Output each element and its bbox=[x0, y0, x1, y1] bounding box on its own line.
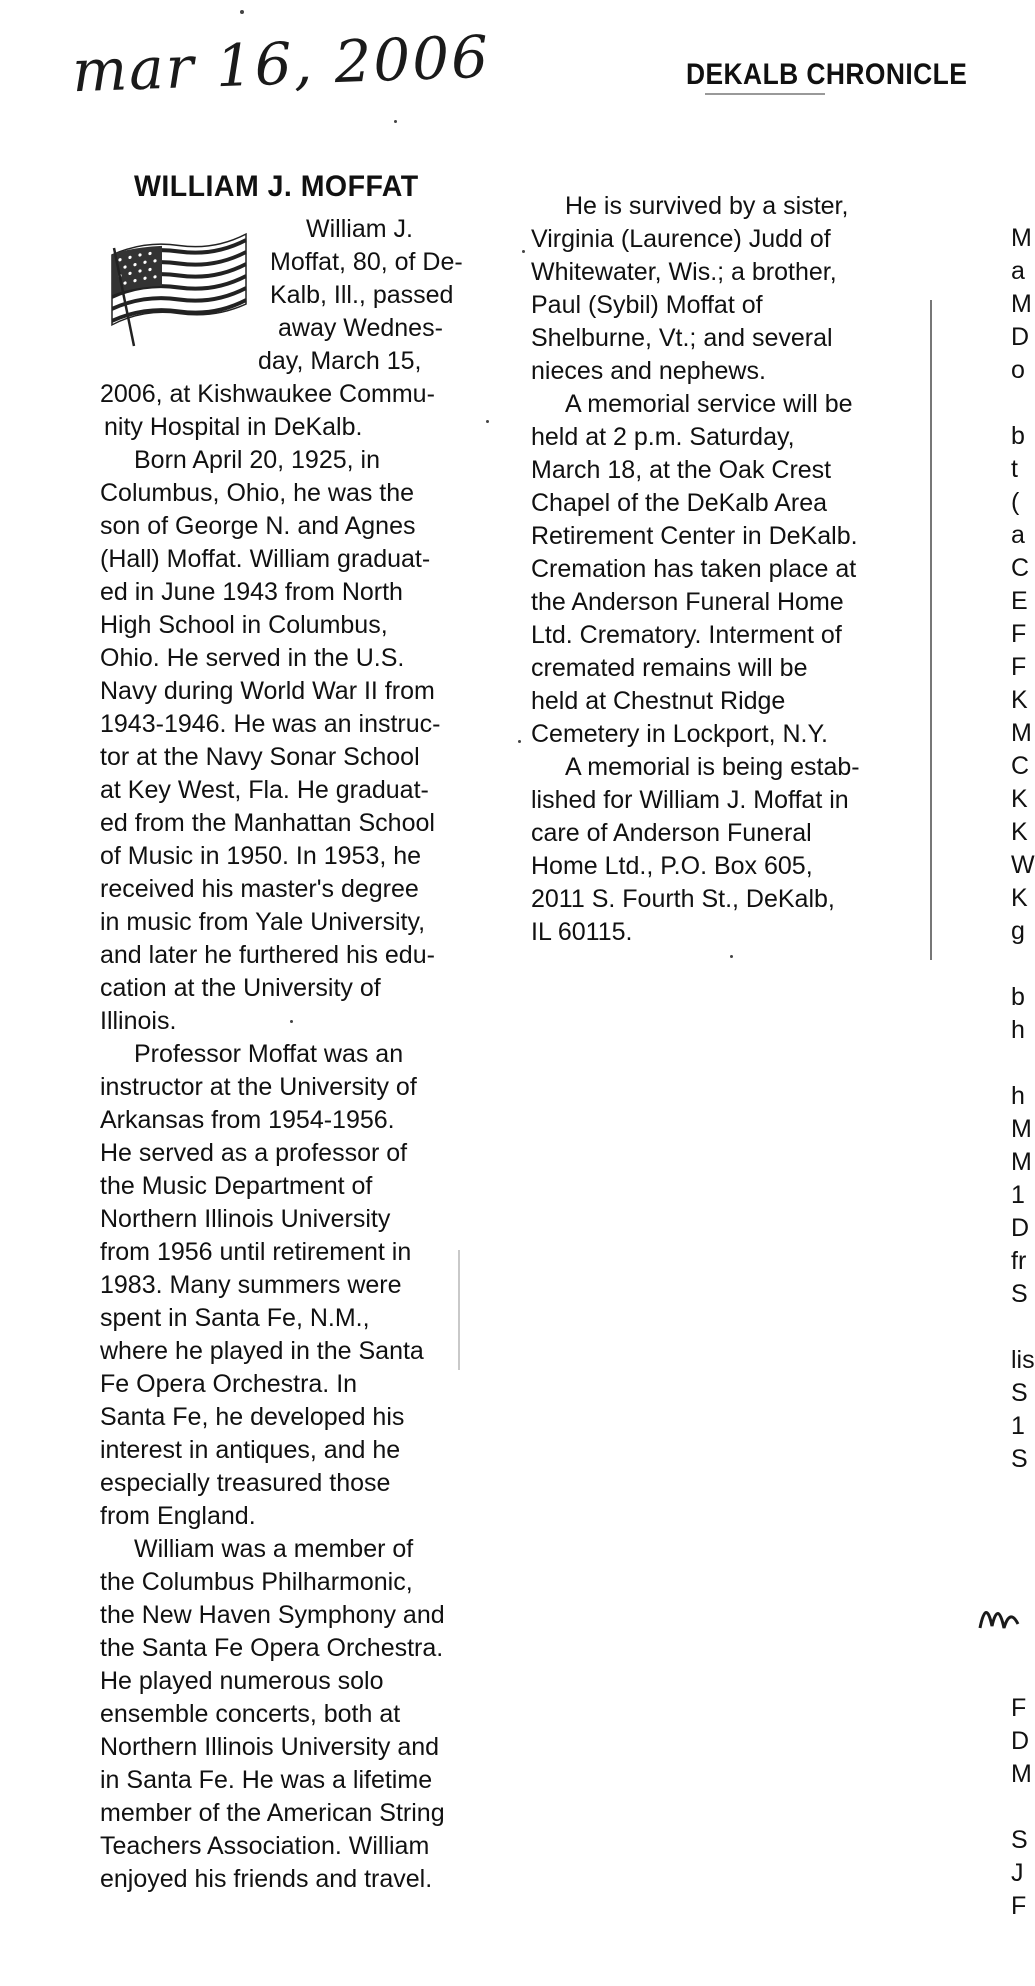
text-line: of Music in 1950. In 1953, he bbox=[100, 842, 422, 870]
text-line: cremated remains will be bbox=[531, 654, 808, 682]
text-line: from England. bbox=[100, 1502, 256, 1530]
text-line: Shelburne, Vt.; and several bbox=[531, 324, 833, 352]
text-line: S bbox=[1011, 1445, 1028, 1473]
column-divider bbox=[930, 300, 932, 960]
text-line: Born April 20, 1925, in bbox=[134, 446, 380, 474]
scan-speck bbox=[290, 1020, 293, 1023]
text-line: from 1956 until retirement in bbox=[100, 1238, 412, 1266]
handwritten-date: mar 16, 2006 bbox=[70, 22, 492, 106]
text-line: received his master's degree bbox=[100, 875, 419, 903]
text-line: Teachers Association. William bbox=[100, 1832, 430, 1860]
text-line: care of Anderson Funeral bbox=[531, 819, 812, 847]
text-line: Columbus, Ohio, he was the bbox=[100, 479, 415, 507]
text-line: 1983. Many summers were bbox=[100, 1271, 402, 1299]
text-line: b bbox=[1011, 422, 1025, 450]
scan-speck bbox=[240, 10, 244, 14]
text-line: Ltd. Crematory. Interment of bbox=[531, 621, 842, 649]
text-line: M bbox=[1011, 719, 1032, 747]
text-line: He played numerous solo bbox=[100, 1667, 384, 1695]
text-line: member of the American String bbox=[100, 1799, 445, 1827]
text-line: M bbox=[1011, 1760, 1032, 1788]
scan-speck bbox=[394, 120, 397, 123]
text-line: M bbox=[1011, 224, 1032, 252]
text-line: Professor Moffat was an bbox=[134, 1040, 404, 1068]
text-line: William was a member of bbox=[134, 1535, 414, 1563]
text-line: D bbox=[1011, 1214, 1030, 1242]
text-line: spent in Santa Fe, N.M., bbox=[100, 1304, 370, 1332]
text-line: Illinois. bbox=[100, 1007, 177, 1035]
text-line: Paul (Sybil) Moffat of bbox=[531, 291, 763, 319]
text-line: W bbox=[1011, 851, 1035, 879]
text-line: Northern Illinois University bbox=[100, 1205, 391, 1233]
text-line: March 18, at the Oak Crest bbox=[531, 456, 832, 484]
text-line: Ohio. He served in the U.S. bbox=[100, 644, 405, 672]
column-3-partial bbox=[995, 0, 1035, 1986]
text-line: fr bbox=[1011, 1247, 1027, 1275]
text-line: and later he furthered his edu- bbox=[100, 941, 435, 969]
text-line: C bbox=[1011, 752, 1030, 780]
text-line: 1 bbox=[1011, 1412, 1025, 1440]
text-line: Whitewater, Wis.; a brother, bbox=[531, 258, 837, 286]
text-line: Arkansas from 1954-1956. bbox=[100, 1106, 395, 1134]
text-line: He served as a professor of bbox=[100, 1139, 408, 1167]
newspaper-masthead: DEKALB CHRONICLE bbox=[686, 58, 968, 91]
american-flag-icon bbox=[104, 228, 254, 348]
scan-speck bbox=[705, 93, 825, 95]
text-line: lis bbox=[1011, 1346, 1035, 1374]
text-line: b bbox=[1011, 983, 1025, 1011]
scan-speck bbox=[730, 955, 733, 958]
text-line: held at Chestnut Ridge bbox=[531, 687, 786, 715]
text-line: a bbox=[1011, 521, 1025, 549]
text-line: 1 bbox=[1011, 1181, 1025, 1209]
intro-line: Kalb, Ill., passed bbox=[270, 281, 454, 309]
text-line: D bbox=[1011, 323, 1030, 351]
text-line: A memorial service will be bbox=[565, 390, 853, 418]
text-line: t bbox=[1011, 455, 1018, 483]
obituary-column-3 bbox=[1011, 222, 1035, 1476]
intro-text bbox=[278, 312, 443, 345]
text-line: Cremation has taken place at bbox=[531, 555, 857, 583]
intro-line: away Wednes- bbox=[278, 314, 443, 342]
text-line: ensemble concerts, both at bbox=[100, 1700, 401, 1728]
text-line: the Santa Fe Opera Orchestra. bbox=[100, 1634, 444, 1662]
text-line: h bbox=[1011, 1016, 1025, 1044]
text-line: M bbox=[1011, 290, 1032, 318]
text-line: Fe Opera Orchestra. In bbox=[100, 1370, 358, 1398]
text-line: o bbox=[1011, 356, 1025, 384]
obituary-column-3-bottom bbox=[1011, 1692, 1032, 1923]
intro-line: William J. bbox=[306, 215, 413, 243]
text-line: lished for William J. Moffat in bbox=[531, 786, 849, 814]
text-line: Home Ltd., P.O. Box 605, bbox=[531, 852, 813, 880]
intro-text bbox=[270, 246, 463, 279]
text-line: (Hall) Moffat. William graduat- bbox=[100, 545, 431, 573]
text-line: ( bbox=[1011, 488, 1020, 516]
text-line: 2006, at Kishwaukee Commu- bbox=[100, 380, 435, 408]
text-line: especially treasured those bbox=[100, 1469, 391, 1497]
text-line: C bbox=[1011, 554, 1030, 582]
text-line: E bbox=[1011, 587, 1028, 615]
column-divider bbox=[458, 1250, 460, 1370]
text-line: Navy during World War II from bbox=[100, 677, 435, 705]
text-line: J bbox=[1011, 1859, 1024, 1887]
handwritten-fragment bbox=[978, 1588, 1020, 1648]
text-line: Virginia (Laurence) Judd of bbox=[531, 225, 831, 253]
intro-text bbox=[270, 279, 453, 312]
text-line: Santa Fe, he developed his bbox=[100, 1403, 405, 1431]
text-line: K bbox=[1011, 686, 1028, 714]
text-line: K bbox=[1011, 884, 1028, 912]
text-line: son of George N. and Agnes bbox=[100, 512, 416, 540]
text-line: He is survived by a sister, bbox=[565, 192, 849, 220]
text-line: interest in antiques, and he bbox=[100, 1436, 401, 1464]
text-line: the Music Department of bbox=[100, 1172, 373, 1200]
text-line: ed from the Manhattan School bbox=[100, 809, 435, 837]
text-line: 2011 S. Fourth St., DeKalb, bbox=[531, 885, 835, 913]
text-line: tor at the Navy Sonar School bbox=[100, 743, 420, 771]
text-line: High School in Columbus, bbox=[100, 611, 388, 639]
text-line: nieces and nephews. bbox=[531, 357, 766, 385]
obituary-headline: WILLIAM J. MOFFAT bbox=[134, 170, 419, 203]
obituary-column-1 bbox=[100, 378, 445, 1896]
text-line bbox=[1011, 1311, 1035, 1344]
text-line: where he played in the Santa bbox=[100, 1337, 424, 1365]
text-line: F bbox=[1011, 1892, 1027, 1920]
text-line: g bbox=[1011, 917, 1025, 945]
text-line: 1943-1946. He was an instruc- bbox=[100, 710, 441, 738]
scan-speck bbox=[522, 250, 525, 253]
text-line: Chapel of the DeKalb Area bbox=[531, 489, 828, 517]
text-line: Northern Illinois University and bbox=[100, 1733, 440, 1761]
text-line: a bbox=[1011, 257, 1025, 285]
text-line bbox=[1011, 387, 1035, 420]
text-line: F bbox=[1011, 1694, 1027, 1722]
scan-speck bbox=[486, 420, 489, 423]
text-line: at Key West, Fla. He graduat- bbox=[100, 776, 429, 804]
text-line: cation at the University of bbox=[100, 974, 381, 1002]
text-line: Cemetery in Lockport, N.Y. bbox=[531, 720, 828, 748]
text-line: M bbox=[1011, 1148, 1032, 1176]
text-line: S bbox=[1011, 1826, 1028, 1854]
text-line: instructor at the University of bbox=[100, 1073, 417, 1101]
intro-text bbox=[306, 213, 413, 246]
text-line: F bbox=[1011, 620, 1027, 648]
text-line: nity Hospital in DeKalb. bbox=[104, 413, 363, 441]
intro-line: Moffat, 80, of De- bbox=[270, 248, 463, 276]
text-line: IL 60115. bbox=[531, 918, 633, 946]
intro-text bbox=[258, 345, 422, 378]
scan-speck bbox=[518, 740, 521, 743]
intro-line: day, March 15, bbox=[258, 347, 422, 375]
text-line: D bbox=[1011, 1727, 1030, 1755]
obituary-column-2 bbox=[531, 190, 860, 949]
text-line: held at 2 p.m. Saturday, bbox=[531, 423, 795, 451]
text-line: in Santa Fe. He was a lifetime bbox=[100, 1766, 433, 1794]
text-line: K bbox=[1011, 818, 1028, 846]
text-line: in music from Yale University, bbox=[100, 908, 426, 936]
text-line: S bbox=[1011, 1280, 1028, 1308]
text-line: the Columbus Philharmonic, bbox=[100, 1568, 413, 1596]
text-line bbox=[1011, 948, 1035, 981]
text-line: A memorial is being estab- bbox=[565, 753, 860, 781]
text-line: K bbox=[1011, 785, 1028, 813]
text-line: F bbox=[1011, 653, 1027, 681]
text-line: the New Haven Symphony and bbox=[100, 1601, 445, 1629]
text-line: S bbox=[1011, 1379, 1028, 1407]
text-line: M bbox=[1011, 1115, 1032, 1143]
text-line: the Anderson Funeral Home bbox=[531, 588, 844, 616]
text-line bbox=[1011, 1047, 1035, 1080]
text-line: ed in June 1943 from North bbox=[100, 578, 403, 606]
text-line: h bbox=[1011, 1082, 1025, 1110]
text-line: enjoyed his friends and travel. bbox=[100, 1865, 433, 1893]
text-line: Retirement Center in DeKalb. bbox=[531, 522, 858, 550]
text-line bbox=[1011, 1791, 1032, 1824]
